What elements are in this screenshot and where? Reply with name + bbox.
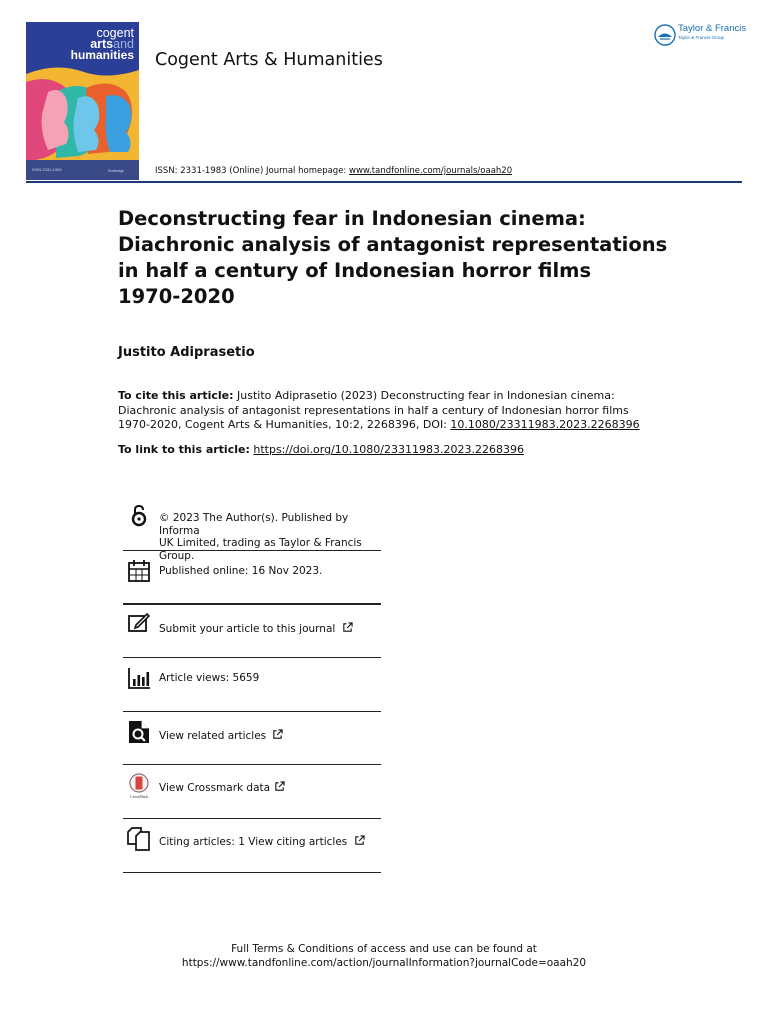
cover-title-and: and	[113, 37, 134, 51]
external-link-icon	[354, 835, 365, 846]
external-link-icon	[272, 729, 283, 740]
citing-articles-icon	[127, 827, 151, 851]
article-info-list	[123, 500, 381, 873]
external-link-icon	[274, 781, 285, 792]
journal-name: Cogent Arts & Humanities	[155, 50, 383, 70]
article-doi-link[interactable]: https://doi.org/10.1080/23311983.2023.2268396	[253, 443, 524, 456]
license-line: Group.	[159, 549, 195, 562]
citing-link[interactable]	[159, 835, 365, 849]
footer-terms-link[interactable]: https://www.tandfonline.com/action/journalInformation?journalCode=oaah20	[181, 957, 587, 969]
issn-label: ISSN: 2331-1983 (Online) Journal homepage:	[155, 166, 347, 176]
related-link[interactable]	[159, 729, 283, 743]
cover-title-line-1: cogent	[96, 26, 134, 40]
edit-icon	[127, 611, 151, 635]
crossmark-label: View Crossmark data	[159, 782, 271, 794]
header-rule	[26, 181, 742, 183]
article-link-block	[118, 443, 524, 456]
taylor-francis-logo-icon	[654, 24, 676, 46]
external-link-icon	[342, 622, 353, 633]
submit-row[interactable]	[123, 605, 381, 658]
citing-row[interactable]	[123, 819, 381, 873]
calendar-icon	[127, 559, 151, 583]
taylor-francis-group: Taylor & Francis Group	[678, 35, 725, 40]
link-label: To link to this article:	[118, 443, 250, 456]
license-line: © 2023 The Author(s). Published by Informa	[159, 512, 349, 537]
license-row	[123, 500, 381, 562]
cite-label: To cite this article:	[118, 389, 234, 402]
open-access-icon	[127, 504, 151, 528]
cover-title-arts: arts	[90, 37, 114, 51]
article-title-line: Diachronic analysis of antagonist representations	[118, 233, 668, 256]
cover-title	[71, 28, 134, 61]
cite-text: Justito Adiprasetio (2023) Deconstructing fear in Indonesian cinema: Diachronic analysis of antagonist representations in half a century of Indonesian horror films 1970-2020, Cogent Arts & Humanities, 10:2, 2268396, DOI:	[118, 389, 629, 431]
article-author: Justito Adiprasetio	[118, 345, 255, 360]
submit-link[interactable]	[159, 622, 353, 636]
bar-chart-icon	[127, 666, 151, 690]
article-title	[118, 206, 678, 310]
related-row[interactable]	[123, 712, 381, 765]
published-date: Published online: 16 Nov 2023.	[159, 565, 323, 577]
journal-homepage-link[interactable]: www.tandfonline.com/journals/oaah20	[349, 166, 513, 176]
article-title-line: 1970-2020	[118, 285, 235, 308]
cover-issn: ISSN 2331-1983	[32, 167, 62, 172]
article-views: Article views: 5659	[159, 672, 260, 684]
crossmark-logo-text: CrossMark	[130, 794, 148, 799]
license-line: UK Limited, trading as Taylor & Francis	[159, 537, 362, 549]
taylor-francis-logo[interactable]	[654, 22, 749, 48]
citing-label: Citing articles: 1 View citing articles	[159, 836, 348, 848]
taylor-francis-name: Taylor & Francis	[678, 23, 747, 34]
submit-label: Submit your article to this journal	[159, 623, 336, 635]
published-row	[123, 551, 381, 605]
cover-publisher: Routledge	[108, 169, 124, 173]
related-articles-icon	[127, 720, 151, 744]
issn-line	[155, 166, 512, 176]
journal-cover-image	[26, 22, 139, 180]
crossmark-row[interactable]	[123, 765, 381, 819]
article-title-line: Deconstructing fear in Indonesian cinema:	[118, 207, 586, 230]
footer-line-1: Full Terms & Conditions of access and use can be found at	[231, 943, 537, 955]
cover-title-line-3: humanities	[70, 48, 134, 62]
article-title-line: in half a century of Indonesian horror films	[118, 259, 592, 282]
views-row	[123, 658, 381, 712]
footer-terms	[0, 942, 768, 970]
crossmark-link[interactable]	[159, 781, 285, 795]
cite-doi-link[interactable]: 10.1080/23311983.2023.2268396	[450, 418, 640, 431]
citation-block	[118, 389, 658, 433]
related-label: View related articles	[159, 730, 267, 742]
